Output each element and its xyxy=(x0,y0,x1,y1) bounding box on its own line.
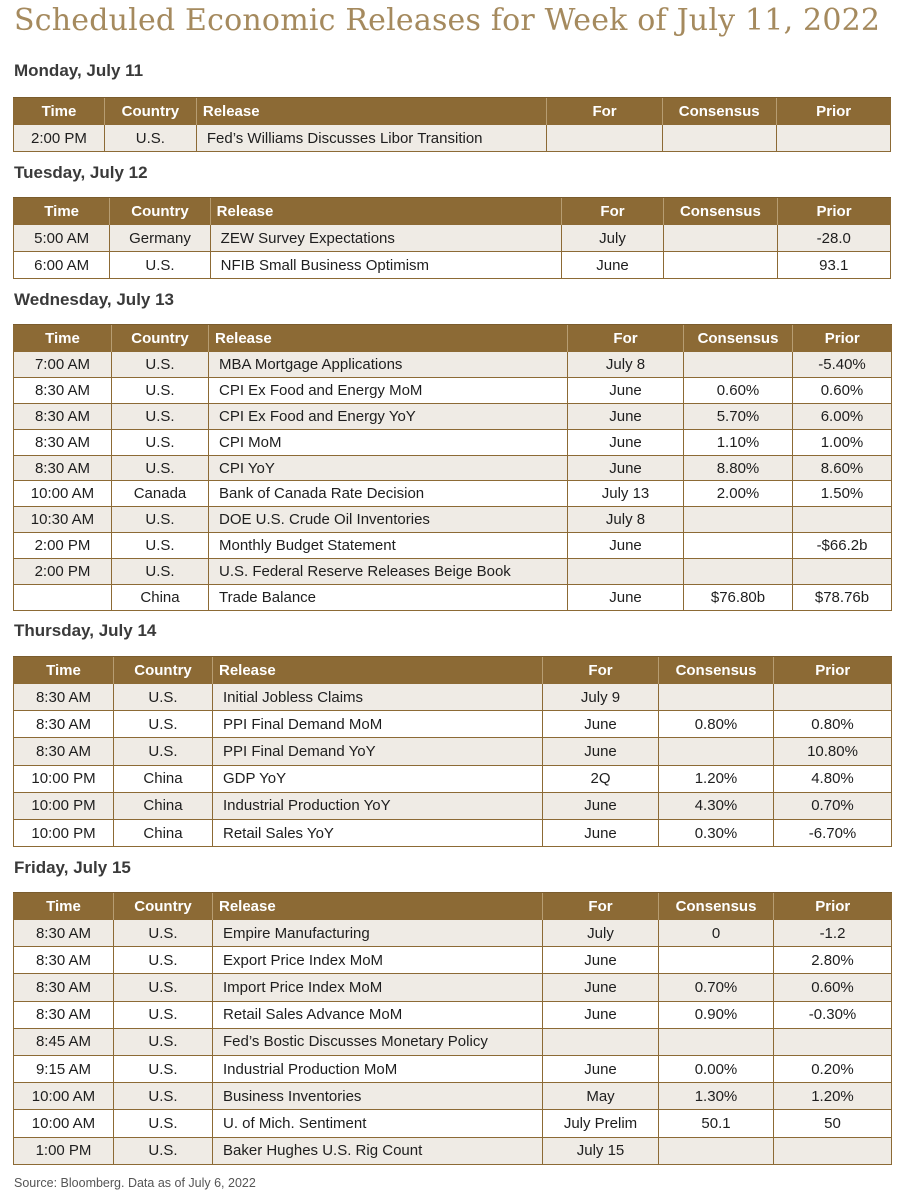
release-table xyxy=(13,892,892,1165)
time-cell: 8:30 AM xyxy=(14,403,112,429)
time-cell: 5:00 AM xyxy=(14,225,110,252)
column-header-prior: Prior xyxy=(777,198,890,225)
prior-cell: 1.20% xyxy=(774,1083,892,1110)
for-cell: July 9 xyxy=(543,684,659,711)
column-header-prior: Prior xyxy=(774,893,892,920)
prior-cell xyxy=(793,507,892,533)
consensus-cell: 2.00% xyxy=(684,481,793,507)
table-header-row xyxy=(14,893,892,920)
release-table xyxy=(13,197,891,279)
column-header-consensus: Consensus xyxy=(684,325,793,352)
for-cell xyxy=(547,125,662,152)
consensus-cell xyxy=(664,252,777,279)
prior-cell: -28.0 xyxy=(777,225,890,252)
table-row xyxy=(14,765,892,792)
time-cell: 6:00 AM xyxy=(14,252,110,279)
table-row xyxy=(14,1110,892,1137)
consensus-cell: 1.10% xyxy=(684,429,793,455)
prior-cell: 4.80% xyxy=(774,765,892,792)
consensus-cell xyxy=(684,507,793,533)
time-cell: 10:00 AM xyxy=(14,1110,114,1137)
consensus-cell: 0.80% xyxy=(659,711,774,738)
column-header-time: Time xyxy=(14,98,105,125)
country-cell: U.S. xyxy=(112,507,209,533)
for-cell: June xyxy=(543,819,659,846)
for-cell: July 8 xyxy=(568,352,684,378)
country-cell: U.S. xyxy=(112,403,209,429)
country-cell: U.S. xyxy=(114,920,213,947)
consensus-cell: 0.60% xyxy=(684,377,793,403)
prior-cell: 2.80% xyxy=(774,947,892,974)
column-header-prior: Prior xyxy=(793,325,892,352)
prior-cell: -6.70% xyxy=(774,819,892,846)
for-cell: July xyxy=(543,920,659,947)
time-cell: 10:00 AM xyxy=(14,481,112,507)
consensus-cell xyxy=(684,352,793,378)
prior-cell: 6.00% xyxy=(793,403,892,429)
for-cell: May xyxy=(543,1083,659,1110)
page-title: Scheduled Economic Releases for Week of July 11, 2022 xyxy=(14,3,881,38)
time-cell: 8:30 AM xyxy=(14,1001,114,1028)
release-cell: Monthly Budget Statement xyxy=(209,533,568,559)
prior-cell: 0.60% xyxy=(793,377,892,403)
time-cell: 8:30 AM xyxy=(14,947,114,974)
column-header-country: Country xyxy=(110,198,210,225)
table-row xyxy=(14,377,892,403)
prior-cell: 50 xyxy=(774,1110,892,1137)
for-cell xyxy=(568,559,684,585)
country-cell: U.S. xyxy=(112,352,209,378)
release-cell: DOE U.S. Crude Oil Inventories xyxy=(209,507,568,533)
release-cell: Business Inventories xyxy=(213,1083,543,1110)
table-header-row xyxy=(14,198,891,225)
release-cell: Trade Balance xyxy=(209,585,568,611)
country-cell: U.S. xyxy=(112,429,209,455)
for-cell: June xyxy=(543,792,659,819)
prior-cell: 8.60% xyxy=(793,455,892,481)
consensus-cell xyxy=(659,1137,774,1164)
table-row xyxy=(14,920,892,947)
prior-cell xyxy=(793,559,892,585)
prior-cell: 10.80% xyxy=(774,738,892,765)
release-cell: CPI Ex Food and Energy MoM xyxy=(209,377,568,403)
table-row xyxy=(14,225,891,252)
consensus-cell: 0.70% xyxy=(659,974,774,1001)
day-heading: Wednesday, July 13 xyxy=(14,290,174,309)
time-cell xyxy=(14,585,112,611)
release-cell: U.S. Federal Reserve Releases Beige Book xyxy=(209,559,568,585)
prior-cell: 1.50% xyxy=(793,481,892,507)
day-heading: Friday, July 15 xyxy=(14,858,131,877)
time-cell: 8:30 AM xyxy=(14,711,114,738)
prior-cell: $78.76b xyxy=(793,585,892,611)
country-cell: China xyxy=(114,792,213,819)
release-cell: Industrial Production YoY xyxy=(213,792,543,819)
time-cell: 8:30 AM xyxy=(14,738,114,765)
prior-cell: 0.80% xyxy=(774,711,892,738)
release-cell: PPI Final Demand YoY xyxy=(213,738,543,765)
for-cell: July 8 xyxy=(568,507,684,533)
table-row xyxy=(14,738,892,765)
column-header-prior: Prior xyxy=(776,98,890,125)
time-cell: 8:30 AM xyxy=(14,920,114,947)
for-cell: July 15 xyxy=(543,1137,659,1164)
prior-cell xyxy=(774,684,892,711)
release-table xyxy=(13,324,892,611)
column-header-country: Country xyxy=(114,657,213,684)
release-cell: MBA Mortgage Applications xyxy=(209,352,568,378)
time-cell: 10:00 PM xyxy=(14,792,114,819)
consensus-cell xyxy=(684,533,793,559)
column-header-for: For xyxy=(543,893,659,920)
column-header-country: Country xyxy=(104,98,196,125)
prior-cell: 0.60% xyxy=(774,974,892,1001)
table-row xyxy=(14,1028,892,1055)
table-header-row xyxy=(14,657,892,684)
prior-cell: 0.70% xyxy=(774,792,892,819)
country-cell: U.S. xyxy=(114,1028,213,1055)
consensus-cell xyxy=(659,684,774,711)
country-cell: U.S. xyxy=(114,1137,213,1164)
table-row xyxy=(14,819,892,846)
time-cell: 8:45 AM xyxy=(14,1028,114,1055)
country-cell: U.S. xyxy=(110,252,210,279)
table-row xyxy=(14,125,891,152)
country-cell: U.S. xyxy=(104,125,196,152)
column-header-for: For xyxy=(543,657,659,684)
table-row xyxy=(14,481,892,507)
country-cell: U.S. xyxy=(114,738,213,765)
column-header-country: Country xyxy=(112,325,209,352)
column-header-release: Release xyxy=(210,198,561,225)
country-cell: Canada xyxy=(112,481,209,507)
for-cell: June xyxy=(543,738,659,765)
time-cell: 8:30 AM xyxy=(14,429,112,455)
prior-cell: 93.1 xyxy=(777,252,890,279)
consensus-cell xyxy=(662,125,776,152)
release-cell: CPI YoY xyxy=(209,455,568,481)
country-cell: U.S. xyxy=(114,1001,213,1028)
day-heading: Tuesday, July 12 xyxy=(14,163,148,182)
time-cell: 9:15 AM xyxy=(14,1055,114,1082)
column-header-consensus: Consensus xyxy=(664,198,777,225)
for-cell: June xyxy=(543,1001,659,1028)
column-header-release: Release xyxy=(213,657,543,684)
consensus-cell: 1.30% xyxy=(659,1083,774,1110)
country-cell: China xyxy=(112,585,209,611)
country-cell: U.S. xyxy=(112,377,209,403)
consensus-cell: 4.30% xyxy=(659,792,774,819)
release-cell: Import Price Index MoM xyxy=(213,974,543,1001)
for-cell: June xyxy=(543,974,659,1001)
table-row xyxy=(14,792,892,819)
table-row xyxy=(14,559,892,585)
release-cell: Retail Sales YoY xyxy=(213,819,543,846)
consensus-cell xyxy=(664,225,777,252)
prior-cell: 0.20% xyxy=(774,1055,892,1082)
table-header-row xyxy=(14,325,892,352)
for-cell: June xyxy=(568,377,684,403)
table-row xyxy=(14,352,892,378)
for-cell: June xyxy=(543,947,659,974)
time-cell: 10:30 AM xyxy=(14,507,112,533)
for-cell: June xyxy=(543,1055,659,1082)
release-cell: CPI Ex Food and Energy YoY xyxy=(209,403,568,429)
prior-cell xyxy=(776,125,890,152)
release-cell: Bank of Canada Rate Decision xyxy=(209,481,568,507)
prior-cell: -1.2 xyxy=(774,920,892,947)
country-cell: U.S. xyxy=(114,684,213,711)
table-row xyxy=(14,1001,892,1028)
table-row xyxy=(14,1055,892,1082)
consensus-cell: 5.70% xyxy=(684,403,793,429)
time-cell: 1:00 PM xyxy=(14,1137,114,1164)
release-cell: CPI MoM xyxy=(209,429,568,455)
release-cell: ZEW Survey Expectations xyxy=(210,225,561,252)
column-header-time: Time xyxy=(14,657,114,684)
consensus-cell: 50.1 xyxy=(659,1110,774,1137)
country-cell: U.S. xyxy=(114,1055,213,1082)
for-cell: July xyxy=(561,225,663,252)
column-header-consensus: Consensus xyxy=(659,893,774,920)
for-cell: July 13 xyxy=(568,481,684,507)
time-cell: 10:00 PM xyxy=(14,765,114,792)
consensus-cell: 0 xyxy=(659,920,774,947)
consensus-cell xyxy=(659,738,774,765)
country-cell: U.S. xyxy=(114,711,213,738)
for-cell xyxy=(543,1028,659,1055)
release-cell: Initial Jobless Claims xyxy=(213,684,543,711)
for-cell: June xyxy=(543,711,659,738)
country-cell: China xyxy=(114,765,213,792)
for-cell: June xyxy=(568,403,684,429)
time-cell: 10:00 AM xyxy=(14,1083,114,1110)
column-header-consensus: Consensus xyxy=(662,98,776,125)
for-cell: June xyxy=(568,455,684,481)
consensus-cell xyxy=(659,1028,774,1055)
for-cell: June xyxy=(568,533,684,559)
release-cell: Fed’s Williams Discusses Libor Transition xyxy=(196,125,547,152)
consensus-cell xyxy=(659,947,774,974)
column-header-release: Release xyxy=(196,98,547,125)
country-cell: U.S. xyxy=(112,559,209,585)
column-header-time: Time xyxy=(14,893,114,920)
day-heading: Thursday, July 14 xyxy=(14,621,157,640)
for-cell: 2Q xyxy=(543,765,659,792)
consensus-cell xyxy=(684,559,793,585)
table-row xyxy=(14,1083,892,1110)
time-cell: 2:00 PM xyxy=(14,559,112,585)
time-cell: 8:30 AM xyxy=(14,377,112,403)
table-row xyxy=(14,684,892,711)
day-heading: Monday, July 11 xyxy=(14,61,144,80)
time-cell: 2:00 PM xyxy=(14,533,112,559)
release-cell: GDP YoY xyxy=(213,765,543,792)
consensus-cell: 0.90% xyxy=(659,1001,774,1028)
country-cell: U.S. xyxy=(114,947,213,974)
table-row xyxy=(14,711,892,738)
table-row xyxy=(14,1137,892,1164)
consensus-cell: 8.80% xyxy=(684,455,793,481)
release-cell: Export Price Index MoM xyxy=(213,947,543,974)
table-row xyxy=(14,252,891,279)
release-cell: Empire Manufacturing xyxy=(213,920,543,947)
release-table xyxy=(13,656,892,847)
table-row xyxy=(14,403,892,429)
release-cell: Baker Hughes U.S. Rig Count xyxy=(213,1137,543,1164)
consensus-cell: 1.20% xyxy=(659,765,774,792)
consensus-cell: 0.00% xyxy=(659,1055,774,1082)
release-cell: U. of Mich. Sentiment xyxy=(213,1110,543,1137)
prior-cell xyxy=(774,1137,892,1164)
for-cell: June xyxy=(561,252,663,279)
time-cell: 10:00 PM xyxy=(14,819,114,846)
column-header-for: For xyxy=(547,98,662,125)
release-cell: PPI Final Demand MoM xyxy=(213,711,543,738)
for-cell: June xyxy=(568,429,684,455)
release-cell: Fed’s Bostic Discusses Monetary Policy xyxy=(213,1028,543,1055)
release-table xyxy=(13,97,891,152)
country-cell: China xyxy=(114,819,213,846)
time-cell: 7:00 AM xyxy=(14,352,112,378)
release-cell: Industrial Production MoM xyxy=(213,1055,543,1082)
table-row xyxy=(14,585,892,611)
time-cell: 8:30 AM xyxy=(14,455,112,481)
prior-cell: 1.00% xyxy=(793,429,892,455)
column-header-for: For xyxy=(568,325,684,352)
table-row xyxy=(14,947,892,974)
for-cell: July Prelim xyxy=(543,1110,659,1137)
table-row xyxy=(14,507,892,533)
time-cell: 8:30 AM xyxy=(14,974,114,1001)
column-header-consensus: Consensus xyxy=(659,657,774,684)
time-cell: 8:30 AM xyxy=(14,684,114,711)
country-cell: U.S. xyxy=(112,533,209,559)
country-cell: U.S. xyxy=(114,974,213,1001)
prior-cell xyxy=(774,1028,892,1055)
consensus-cell: 0.30% xyxy=(659,819,774,846)
prior-cell: -$66.2b xyxy=(793,533,892,559)
column-header-prior: Prior xyxy=(774,657,892,684)
column-header-release: Release xyxy=(213,893,543,920)
consensus-cell: $76.80b xyxy=(684,585,793,611)
time-cell: 2:00 PM xyxy=(14,125,105,152)
country-cell: U.S. xyxy=(112,455,209,481)
column-header-country: Country xyxy=(114,893,213,920)
for-cell: June xyxy=(568,585,684,611)
table-row xyxy=(14,974,892,1001)
column-header-time: Time xyxy=(14,325,112,352)
table-row xyxy=(14,455,892,481)
prior-cell: -0.30% xyxy=(774,1001,892,1028)
country-cell: U.S. xyxy=(114,1110,213,1137)
release-cell: NFIB Small Business Optimism xyxy=(210,252,561,279)
country-cell: Germany xyxy=(110,225,210,252)
prior-cell: -5.40% xyxy=(793,352,892,378)
source-note: Source: Bloomberg. Data as of July 6, 2022 xyxy=(14,1176,256,1190)
table-row xyxy=(14,533,892,559)
column-header-for: For xyxy=(561,198,663,225)
country-cell: U.S. xyxy=(114,1083,213,1110)
column-header-release: Release xyxy=(209,325,568,352)
table-header-row xyxy=(14,98,891,125)
release-cell: Retail Sales Advance MoM xyxy=(213,1001,543,1028)
table-row xyxy=(14,429,892,455)
column-header-time: Time xyxy=(14,198,110,225)
